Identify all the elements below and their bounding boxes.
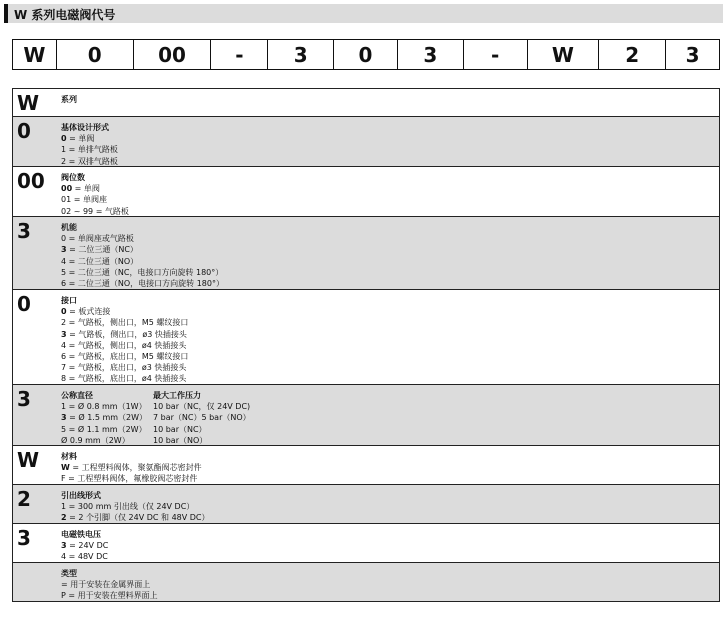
option-line: 5 = Ø 1.1 mm（2W） 10 bar（NC） xyxy=(61,424,207,434)
option-heading: 公称直径 最大工作压力 xyxy=(61,391,201,400)
option-line: 2 = 气路板，侧出口，M5 螺纹接口 xyxy=(61,318,189,328)
option-code: 2 xyxy=(17,487,31,511)
option-heading: 材料 xyxy=(61,452,77,461)
option-description xyxy=(61,490,210,524)
option-heading: 基体设计形式 xyxy=(61,123,109,132)
option-line: 4 = 二位三通（NO） xyxy=(61,256,139,266)
option-heading: 引出线形式 xyxy=(61,491,101,500)
option-description xyxy=(61,451,202,485)
option-line: 00 = 单阀 xyxy=(61,184,100,194)
option-code: 3 xyxy=(17,219,31,243)
code-cell: 2 xyxy=(599,40,666,69)
code-cell: W xyxy=(13,40,57,69)
option-line: 6 = 气路板，底出口，M5 螺纹接口 xyxy=(61,352,189,362)
option-description xyxy=(61,529,108,563)
section-title-bar xyxy=(4,4,723,23)
option-line: F = 工程塑料阀体，氟橡胶阀芯密封件 xyxy=(61,474,198,484)
code-cell: 3 xyxy=(685,42,700,67)
option-heading: 阀位数 xyxy=(61,173,85,182)
legend-row xyxy=(12,116,720,167)
option-line: 3 = 24V DC xyxy=(61,541,109,551)
option-line: 8 = 气路板，底出口，ø4 快插接头 xyxy=(61,374,187,384)
option-code: 3 xyxy=(17,387,31,411)
code-cell: 00 xyxy=(134,40,212,69)
option-line: 02 ~ 99 = 气路板 xyxy=(61,206,129,216)
option-description xyxy=(61,390,251,446)
order-code-row xyxy=(12,39,720,70)
section-title: W 系列电磁阀代号 xyxy=(14,8,116,22)
option-line: 7 = 气路板，底出口，ø3 快插接头 xyxy=(61,363,187,373)
option-heading: 类型 xyxy=(61,569,77,578)
code-legend-table xyxy=(12,89,720,602)
option-line: 3 = Ø 1.5 mm（2W） 7 bar（NC）5 bar（NO） xyxy=(61,413,251,423)
option-heading: 机能 xyxy=(61,223,77,232)
option-line: 1 = 300 mm 引出线（仅 24V DC） xyxy=(61,502,195,512)
code-cell: 3 xyxy=(398,40,464,69)
option-line: P = 用于安装在塑料界面上 xyxy=(61,591,158,601)
option-code: 00 xyxy=(17,169,45,193)
option-line: 5 = 二位三通（NC，电接口方向旋转 180°） xyxy=(61,267,224,277)
code-cell: W xyxy=(528,40,600,69)
option-code: W xyxy=(17,448,40,472)
legend-row xyxy=(12,88,720,117)
legend-row xyxy=(12,445,720,485)
option-line: 2 = 2 个引脚（仅 24V DC 和 48V DC） xyxy=(61,513,210,523)
option-code: W xyxy=(17,91,40,115)
option-line: 6 = 二位三通（NO，电接口方向旋转 180°） xyxy=(61,279,224,289)
option-description xyxy=(61,568,158,602)
code-cell: 3 xyxy=(268,40,334,69)
code-cell: 0 xyxy=(57,40,134,69)
option-line: 01 = 单阀座 xyxy=(61,195,107,205)
option-code: 0 xyxy=(17,292,31,316)
option-line: 1 = 单排气路板 xyxy=(61,145,118,155)
option-code: 0 xyxy=(17,119,31,143)
option-line: 2 = 双排气路板 xyxy=(61,156,118,166)
legend-row xyxy=(12,484,720,524)
option-line: 3 = 气路板，侧出口，ø3 快插接头 xyxy=(61,329,187,339)
option-description xyxy=(61,122,118,167)
option-line: 3 = 二位三通（NC） xyxy=(61,245,138,255)
option-line: 4 = 气路板，侧出口，ø4 快插接头 xyxy=(61,340,187,350)
option-line: 0 = 单阀 xyxy=(61,134,95,144)
legend-row xyxy=(12,289,720,385)
option-description xyxy=(61,172,129,217)
option-heading: 接口 xyxy=(61,296,77,305)
option-description xyxy=(61,295,188,385)
option-code: 3 xyxy=(17,526,31,550)
legend-row xyxy=(12,562,720,602)
legend-row xyxy=(12,216,720,290)
legend-row xyxy=(12,166,720,217)
option-line: 0 = 板式连接 xyxy=(61,307,111,317)
code-cell: - xyxy=(464,40,528,69)
option-heading: 系列 xyxy=(61,95,77,104)
legend-row xyxy=(12,384,720,446)
code-cell: - xyxy=(211,40,268,69)
option-description xyxy=(61,222,224,289)
option-line: 4 = 48V DC xyxy=(61,552,108,562)
code-cell: 0 xyxy=(334,40,398,69)
option-description xyxy=(61,94,77,105)
option-line: W = 工程塑料阀体，聚氨酯阀芯密封件 xyxy=(61,463,202,473)
option-line: 1 = Ø 0.8 mm（1W） 10 bar（NC，仅 24V DC) xyxy=(61,402,251,412)
legend-row xyxy=(12,523,720,563)
option-heading: 电磁铁电压 xyxy=(61,530,101,539)
option-line: Ø 0.9 mm（2W） 10 bar（NO） xyxy=(61,435,208,445)
option-line: = 用于安装在金属界面上 xyxy=(61,580,151,590)
option-line: 0 = 单阀座或气路板 xyxy=(61,234,134,244)
